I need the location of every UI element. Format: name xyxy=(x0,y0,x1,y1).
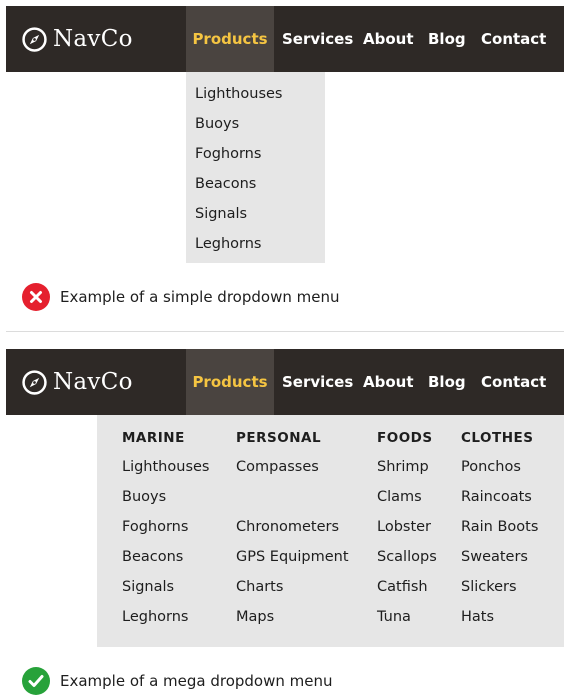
menu-item-beacons[interactable]: Beacons xyxy=(122,549,184,565)
menu-item-charts[interactable]: Charts xyxy=(236,579,284,595)
menu-item-rain-boots[interactable]: Rain Boots xyxy=(461,519,539,535)
menu-item-foghorns[interactable]: Foghorns xyxy=(122,519,189,535)
logo-text: NavCo xyxy=(53,26,133,52)
logo[interactable] xyxy=(22,6,133,72)
menu-item-catfish[interactable]: Catfish xyxy=(377,579,428,595)
menu-item-hats[interactable]: Hats xyxy=(461,609,495,625)
menu-item-sweaters[interactable]: Sweaters xyxy=(461,549,528,565)
caption-simple xyxy=(22,283,339,311)
menu-item-lighthouses[interactable]: Lighthouses xyxy=(122,459,210,475)
caption-simple-text: Example of a simple dropdown menu xyxy=(60,288,340,306)
column-heading-marine: MARINE xyxy=(122,430,185,446)
menu-item-maps[interactable]: Maps xyxy=(236,609,275,625)
check-icon xyxy=(22,667,50,695)
menu-item-clams[interactable]: Clams xyxy=(377,489,422,505)
navbar-mega xyxy=(6,349,564,415)
menu-item-gps-equipment[interactable]: GPS Equipment xyxy=(236,549,349,565)
column-heading-clothes: CLOTHES xyxy=(461,430,534,446)
menu-item-signals[interactable]: Signals xyxy=(122,579,175,595)
menu-item-ponchos[interactable]: Ponchos xyxy=(461,459,521,475)
navbar-simple xyxy=(6,6,564,72)
caption-mega xyxy=(22,667,333,695)
menu-item-tuna[interactable]: Tuna xyxy=(377,609,411,625)
column-heading-foods: FOODS xyxy=(377,430,433,446)
menu-item-chronometers[interactable]: Chronometers xyxy=(236,519,340,535)
compass-icon xyxy=(22,370,47,395)
nav-services[interactable]: Services xyxy=(282,30,354,48)
nav-contact[interactable]: Contact xyxy=(481,30,547,48)
dropdown-item-beacons[interactable]: Beacons xyxy=(195,176,257,192)
menu-item-raincoats[interactable]: Raincoats xyxy=(461,489,532,505)
nav-blog[interactable]: Blog xyxy=(428,30,466,48)
menu-item-compasses[interactable]: Compasses xyxy=(236,459,319,475)
menu-item-scallops[interactable]: Scallops xyxy=(377,549,437,565)
menu-item-slickers[interactable]: Slickers xyxy=(461,579,517,595)
menu-item-lobster[interactable]: Lobster xyxy=(377,519,432,535)
divider xyxy=(6,331,564,332)
menu-item-buoys[interactable]: Buoys xyxy=(122,489,167,505)
nav-services[interactable]: Services xyxy=(282,373,354,391)
compass-icon xyxy=(22,27,47,52)
simple-dropdown-menu xyxy=(186,72,325,263)
nav-about[interactable]: About xyxy=(363,373,414,391)
dropdown-item-lighthouses[interactable]: Lighthouses xyxy=(195,86,283,102)
column-heading-personal: PERSONAL xyxy=(236,430,322,446)
error-x-icon xyxy=(22,283,50,311)
menu-item-shrimp[interactable]: Shrimp xyxy=(377,459,429,475)
nav-contact[interactable]: Contact xyxy=(481,373,547,391)
dropdown-item-foghorns[interactable]: Foghorns xyxy=(195,146,262,162)
menu-item-leghorns[interactable]: Leghorns xyxy=(122,609,189,625)
caption-mega-text: Example of a mega dropdown menu xyxy=(60,672,333,690)
nav-products[interactable]: Products xyxy=(186,349,274,415)
logo-text: NavCo xyxy=(53,369,133,395)
logo[interactable] xyxy=(22,349,133,415)
nav-blog[interactable]: Blog xyxy=(428,373,466,391)
nav-about[interactable]: About xyxy=(363,30,414,48)
dropdown-item-leghorns[interactable]: Leghorns xyxy=(195,236,262,252)
nav-products[interactable]: Products xyxy=(186,6,274,72)
dropdown-item-signals[interactable]: Signals xyxy=(195,206,248,222)
dropdown-item-buoys[interactable]: Buoys xyxy=(195,116,240,132)
mega-dropdown-menu xyxy=(97,415,564,647)
